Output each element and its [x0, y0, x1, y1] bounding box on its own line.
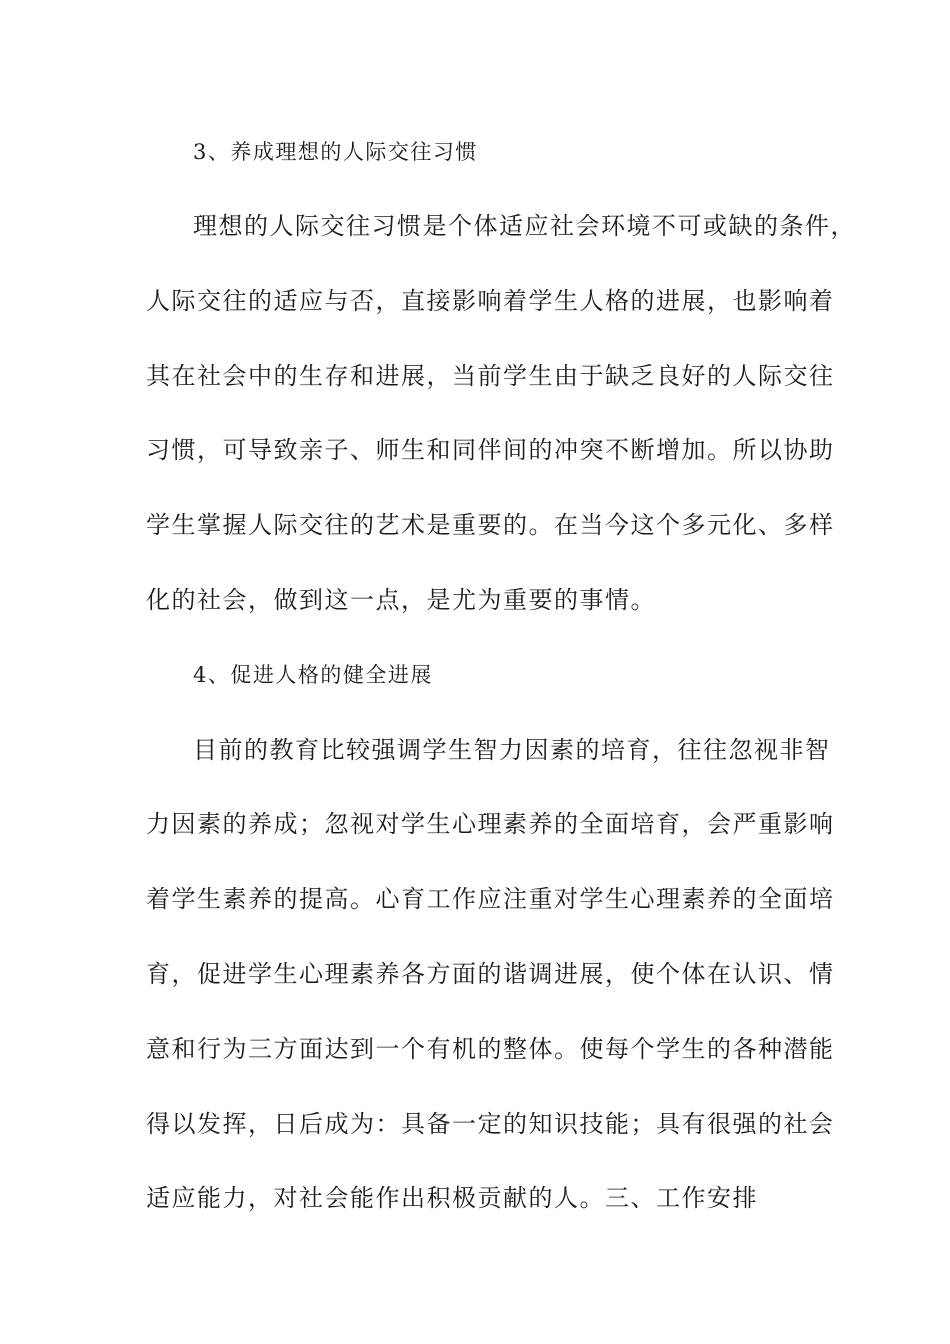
- paragraph-line: 人际交往的适应与否，直接影响着学生人格的进展，也影响着: [146, 287, 835, 315]
- paragraph-line: 习惯，可导致亲子、师生和同伴间的冲突不断增加。所以协助: [146, 436, 835, 464]
- section-4-heading: 4、促进人格的健全进展: [193, 663, 433, 687]
- paragraph-line: 力因素的养成；忽视对学生心理素养的全面培育，会严重影响: [146, 810, 835, 838]
- paragraph-line: 着学生素养的提高。心育工作应注重对学生心理素养的全面培: [146, 885, 835, 913]
- paragraph-line: 理想的人际交往习惯是个体适应社会环境不可或缺的条件，: [193, 212, 856, 240]
- paragraph-line: 意和行为三方面达到一个有机的整体。使每个学生的各种潜能: [146, 1035, 835, 1063]
- paragraph-line: 化的社会，做到这一点，是尤为重要的事情。: [146, 586, 656, 614]
- paragraph-line: 其在社会中的生存和进展，当前学生由于缺乏良好的人际交往: [146, 362, 835, 390]
- paragraph-line: 育，促进学生心理素养各方面的谐调进展，使个体在认识、情: [146, 960, 835, 988]
- section-3-heading: 3、养成理想的人际交往习惯: [193, 140, 478, 164]
- paragraph-line: 目前的教育比较强调学生智力因素的培育，往往忽视非智: [193, 736, 831, 764]
- paragraph-line: 学生掌握人际交往的艺术是重要的。在当今这个多元化、多样: [146, 511, 835, 539]
- paragraph-line: 得以发挥，日后成为：具备一定的知识技能；具有很强的社会: [146, 1110, 835, 1138]
- paragraph-line: 适应能力，对社会能作出积极贡献的人。三、工作安排: [146, 1184, 758, 1212]
